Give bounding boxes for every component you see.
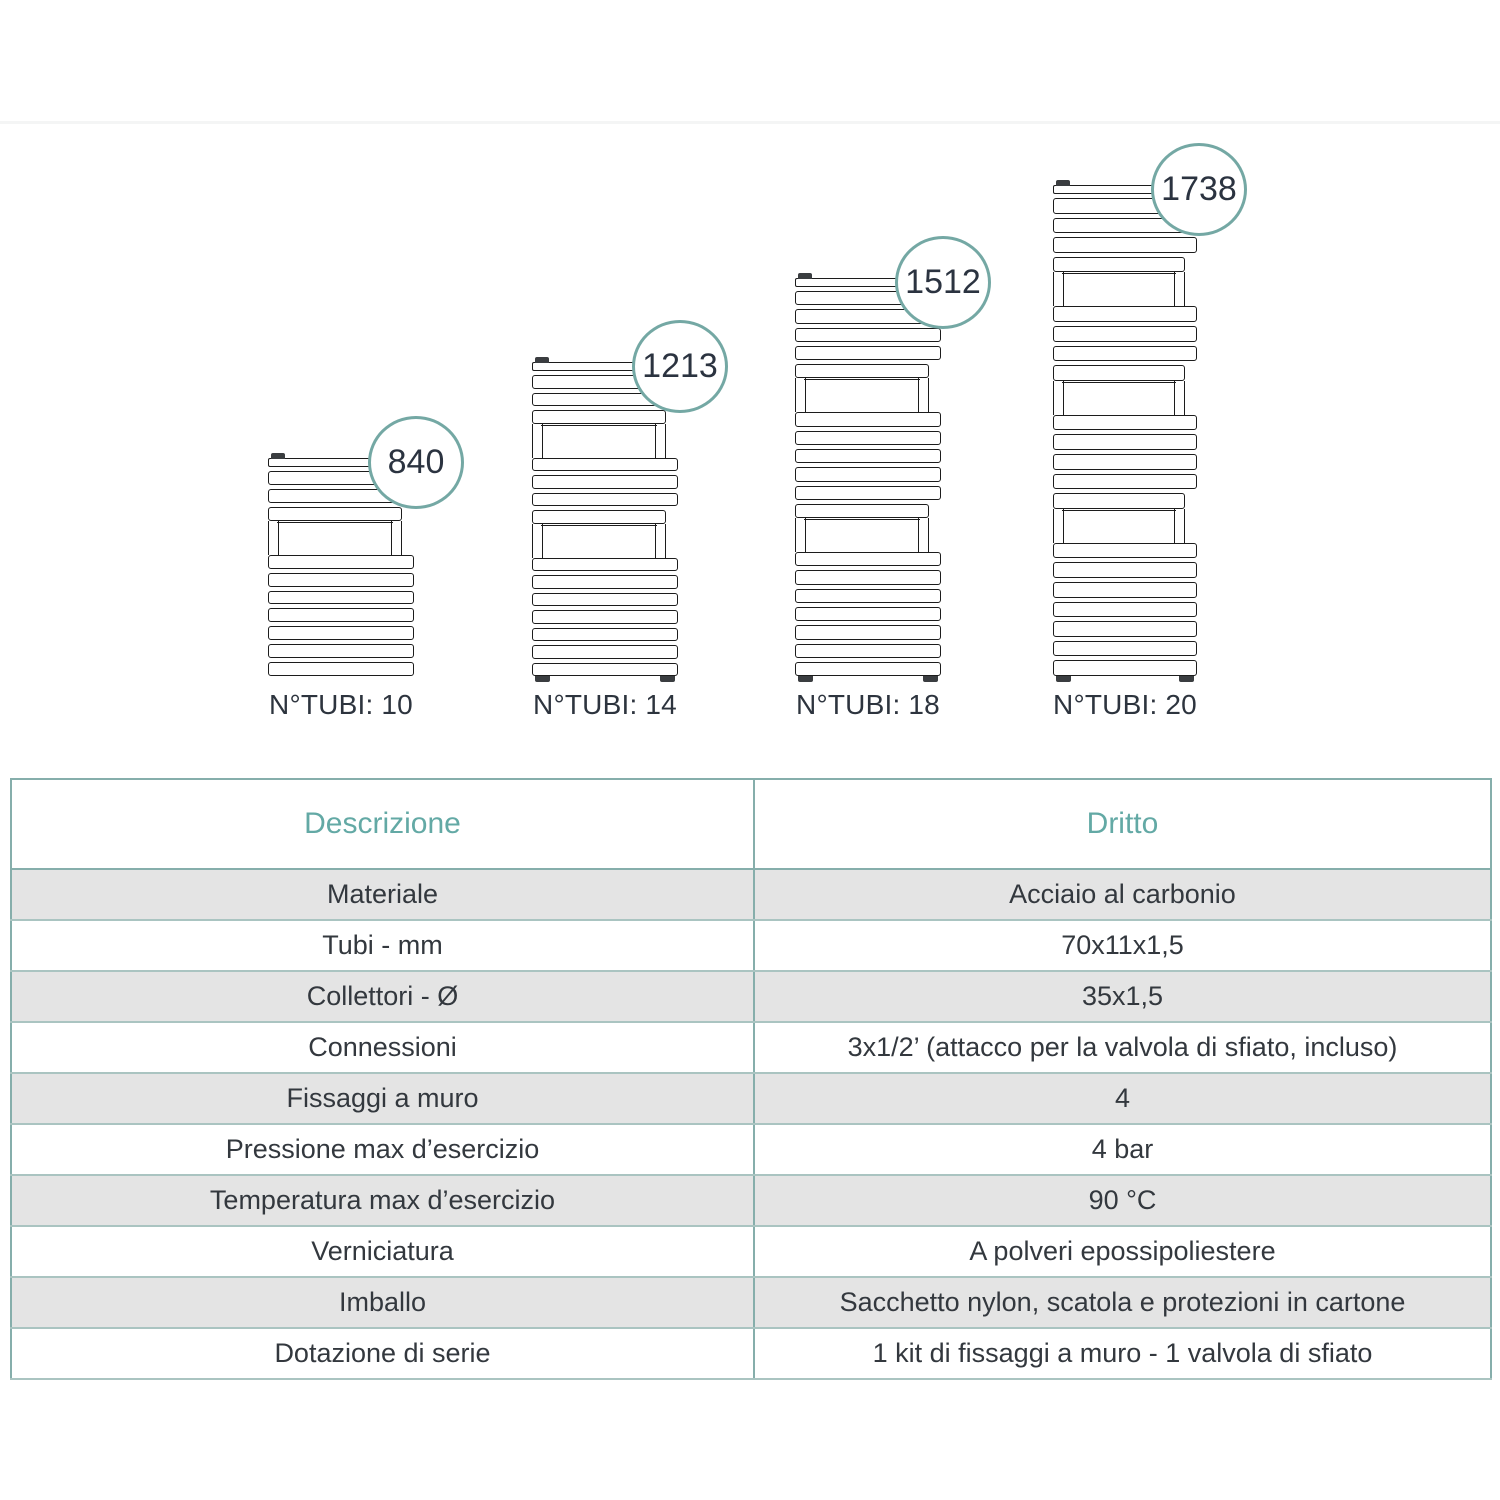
gap-right-rail [1174, 381, 1185, 415]
gap-left-rail [532, 524, 543, 558]
spec-label-cell: Materiale [11, 869, 754, 920]
radiator-bar [795, 346, 941, 360]
radiator-bar [532, 593, 678, 607]
table-row [11, 1277, 1491, 1328]
radiator [532, 347, 718, 720]
radiator-bar [1053, 543, 1197, 559]
radiator [795, 263, 981, 720]
radiator-bar [268, 555, 414, 569]
spec-value-cell: Acciaio al carbonio [754, 869, 1491, 920]
table-row [11, 1226, 1491, 1277]
spec-table-body [11, 869, 1491, 1379]
table-row [11, 869, 1491, 920]
radiator-bar [268, 507, 402, 521]
radiator-bar [1053, 346, 1197, 362]
tubes-count-label: N°TUBI: 18 [796, 689, 940, 720]
radiator-bar [795, 662, 941, 676]
gap-right-rail [391, 521, 402, 555]
gap-right-rail [655, 424, 666, 458]
spec-value-cell: 1 kit di fissaggi a muro - 1 valvola di sfiato [754, 1328, 1491, 1379]
spec-value-cell: 3x1/2’ (attacco per la valvola di sfiato, incluso) [754, 1022, 1491, 1073]
tubes-count-label: N°TUBI: 10 [269, 689, 413, 720]
radiator-bar [795, 607, 941, 621]
radiator-foot [1056, 676, 1071, 682]
table-row [11, 1022, 1491, 1073]
table-row [11, 1175, 1491, 1226]
towel-gap [795, 382, 941, 408]
gap-top-line [804, 379, 920, 380]
spec-value-cell: 70x11x1,5 [754, 920, 1491, 971]
radiator-bar [1053, 454, 1197, 470]
radiator-bar [795, 328, 941, 342]
gap-left-rail [268, 521, 279, 555]
towel-gap [1053, 385, 1197, 411]
radiator-bar [532, 493, 678, 507]
radiator [1053, 170, 1237, 720]
towel-gap [268, 525, 414, 551]
radiator-bar [1053, 493, 1185, 509]
table-row [11, 1073, 1491, 1124]
towel-gap [532, 428, 678, 454]
radiator-bar [268, 591, 414, 605]
spec-table-header-descrizione: Descrizione [11, 779, 754, 869]
towel-gap [1053, 513, 1197, 539]
radiator-bar [532, 575, 678, 589]
radiator-bar [795, 644, 941, 658]
spec-label-cell: Verniciatura [11, 1226, 754, 1277]
radiator-bar [795, 589, 941, 603]
radiator [268, 443, 445, 720]
radiator-foot [1179, 676, 1194, 682]
radiator-bar [1053, 415, 1197, 431]
table-row [11, 1124, 1491, 1175]
radiator-bar [795, 552, 941, 566]
cap-nub [271, 453, 285, 459]
radiator-bar [532, 458, 678, 472]
spec-label-cell: Collettori - Ø [11, 971, 754, 1022]
table-row [11, 1328, 1491, 1379]
gap-right-rail [1174, 509, 1185, 543]
radiator-bar [795, 431, 941, 445]
radiator-bar [268, 644, 414, 658]
radiator-bar [795, 412, 941, 426]
radiator-bar [1053, 660, 1197, 676]
height-badge: 1512 [895, 236, 991, 329]
cap-nub [1056, 180, 1070, 186]
gap-top-line [1062, 510, 1176, 511]
radiator-bar [1053, 562, 1197, 578]
radiator-bar [268, 662, 414, 676]
cap-nub [535, 357, 549, 363]
radiator-bar [532, 628, 678, 642]
spec-label-cell: Dotazione di serie [11, 1328, 754, 1379]
height-badge: 1213 [632, 320, 728, 413]
gap-left-rail [1053, 381, 1064, 415]
gap-right-rail [918, 378, 929, 412]
radiator-bar [795, 625, 941, 639]
spec-label-cell: Tubi - mm [11, 920, 754, 971]
radiator-foot [798, 676, 813, 682]
spec-table-head [11, 779, 1491, 869]
gap-right-rail [655, 524, 666, 558]
towel-gap [795, 522, 941, 548]
radiator-bar [532, 558, 678, 572]
spec-table-header-row [11, 779, 1491, 869]
radiator-foot [923, 676, 938, 682]
spec-table [10, 778, 1492, 1380]
spec-label-cell: Connessioni [11, 1022, 754, 1073]
radiator-foot [535, 676, 550, 682]
spec-label-cell: Imballo [11, 1277, 754, 1328]
height-badge: 840 [368, 416, 464, 509]
radiator-bar [795, 467, 941, 481]
radiator-bar [795, 486, 941, 500]
gap-top-line [1062, 382, 1176, 383]
table-row [11, 920, 1491, 971]
towel-gap [532, 528, 678, 554]
radiator-bar [1053, 582, 1197, 598]
radiator-bar [1053, 237, 1197, 253]
spec-label-cell: Temperatura max d’esercizio [11, 1175, 754, 1226]
spec-value-cell: 4 bar [754, 1124, 1491, 1175]
gap-top-line [541, 425, 657, 426]
tubes-count-label: N°TUBI: 14 [533, 689, 677, 720]
radiator-bar [1053, 257, 1185, 273]
gap-left-rail [1053, 272, 1064, 306]
radiator-bar [532, 610, 678, 624]
spec-label-cell: Pressione max d’esercizio [11, 1124, 754, 1175]
radiator-bar [268, 626, 414, 640]
radiator-bar [1053, 474, 1197, 490]
radiator-bar [795, 449, 941, 463]
height-badge: 1738 [1151, 143, 1247, 236]
radiator-foot [660, 676, 675, 682]
radiator-bar [268, 573, 414, 587]
radiator-bar [795, 364, 929, 378]
radiator-bar [1053, 602, 1197, 618]
gap-left-rail [1053, 509, 1064, 543]
radiator-bar [532, 663, 678, 677]
table-row [11, 971, 1491, 1022]
cap-nub [798, 273, 812, 279]
gap-left-rail [795, 378, 806, 412]
towel-gap [1053, 276, 1197, 302]
spec-value-cell: A polveri epossipoliestere [754, 1226, 1491, 1277]
spec-label-cell: Fissaggi a muro [11, 1073, 754, 1124]
gap-left-rail [795, 518, 806, 552]
radiator-bar [268, 608, 414, 622]
radiator-bar [1053, 365, 1185, 381]
gap-top-line [1062, 273, 1176, 274]
radiator-bar [1053, 621, 1197, 637]
gap-left-rail [532, 424, 543, 458]
radiator-bar [795, 570, 941, 584]
spec-value-cell: 4 [754, 1073, 1491, 1124]
gap-top-line [277, 522, 393, 523]
gap-top-line [541, 525, 657, 526]
radiator-bar [1053, 641, 1197, 657]
radiator-bar [532, 645, 678, 659]
radiator-bar [532, 410, 666, 424]
spec-value-cell: Sacchetto nylon, scatola e protezioni in cartone [754, 1277, 1491, 1328]
gap-right-rail [918, 518, 929, 552]
radiator-bar [1053, 326, 1197, 342]
gap-top-line [804, 519, 920, 520]
gap-right-rail [1174, 272, 1185, 306]
radiator-bar [1053, 306, 1197, 322]
tubes-count-label: N°TUBI: 20 [1053, 689, 1197, 720]
spec-table-header-dritto: Dritto [754, 779, 1491, 869]
spec-value-cell: 35x1,5 [754, 971, 1491, 1022]
radiator-bar [795, 504, 929, 518]
radiator-bar [532, 475, 678, 489]
spec-value-cell: 90 °C [754, 1175, 1491, 1226]
radiator-bar [1053, 434, 1197, 450]
radiator-bar [532, 510, 666, 524]
